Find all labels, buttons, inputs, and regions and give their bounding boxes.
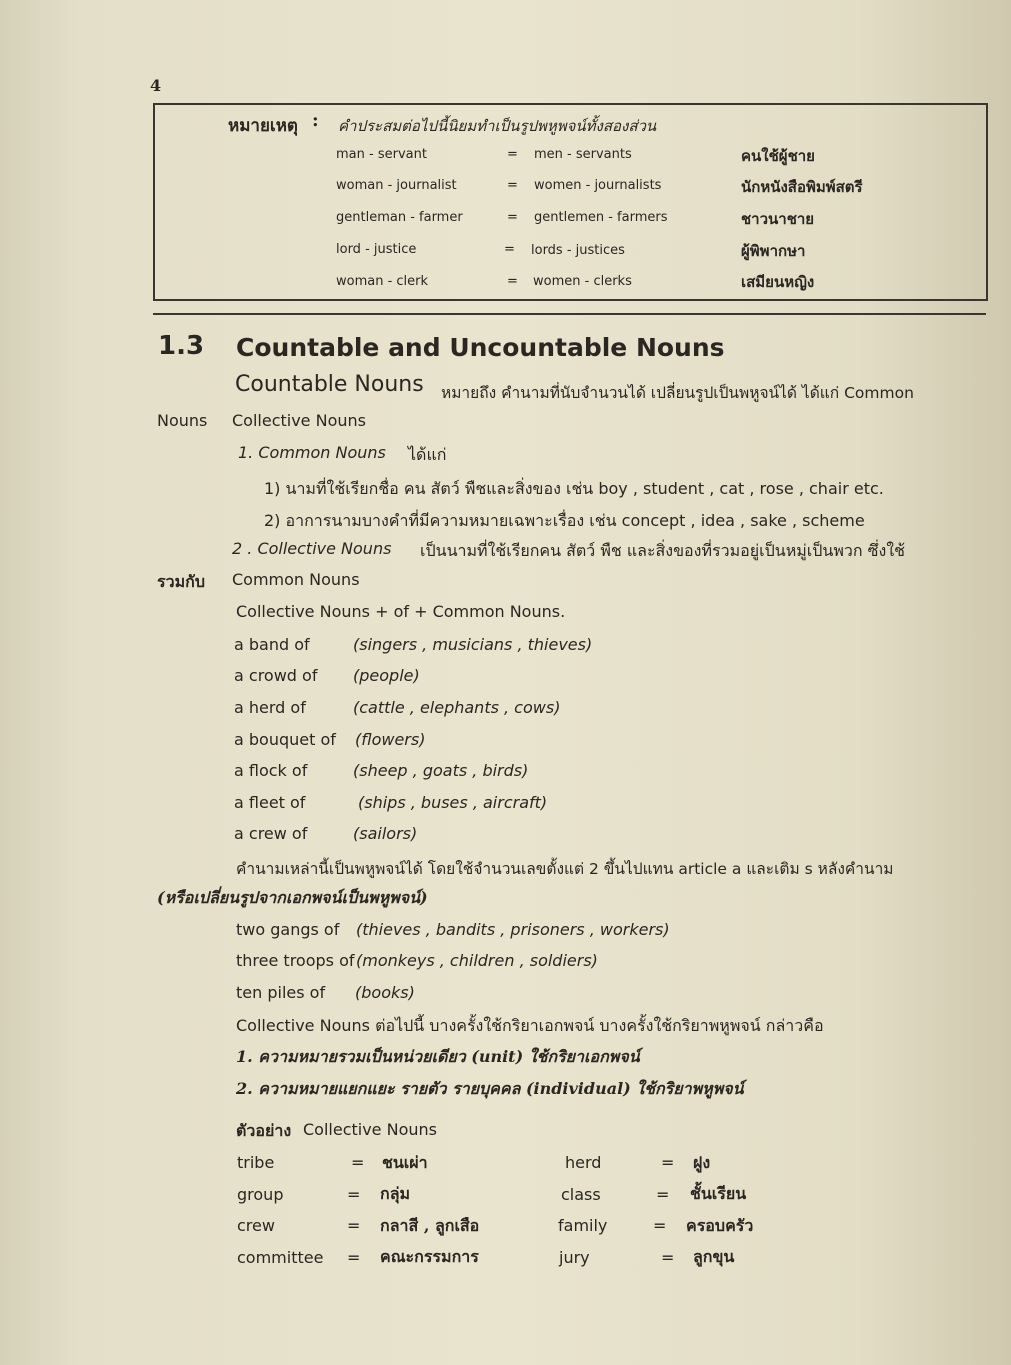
note-eq: = — [504, 242, 515, 257]
example-phrase: a crew of — [234, 824, 308, 843]
collective-line2-thai: รวมกับ — [157, 572, 205, 591]
collective-heading: 2 . Collective Nouns — [232, 539, 392, 558]
vocab-right-en: class — [561, 1185, 601, 1204]
common-item-2: 2) อาการนามบางคำที่มีความหมายเฉพาะเรื่อง เช่น concept , idea , sake , scheme — [264, 511, 865, 530]
vocab-eq: = — [347, 1216, 361, 1235]
plural-example-phrase: ten piles of — [236, 983, 326, 1002]
plural-note-line1: คำนามเหล่านี้เป็นพหูพจน์ได้ โดยใช้จำนวนเลขตั้งแต่ 2 ขึ้นไปแทน article a และเติม s หลังคำนาม — [236, 860, 894, 878]
note-thai: ชาวนาชาย — [741, 210, 815, 228]
section-title: Countable and Uncountable Nouns — [236, 333, 725, 362]
note-plural: women - clerks — [533, 274, 632, 289]
intro-line2-a: Nouns — [157, 411, 208, 430]
example-items: (ships , buses , aircraft) — [358, 793, 548, 812]
note-plural: gentlemen - farmers — [534, 210, 668, 225]
verb-rule-line: Collective Nouns ต่อไปนี้ บางครั้งใช้กริยาเอกพจน์ บางครั้งใช้กริยาพหูพจน์ กล่าวคือ — [236, 1016, 824, 1035]
plural-example-items: (thieves , bandits , prisoners , workers) — [356, 920, 670, 939]
vocab-right-th: ลูกขุน — [693, 1247, 735, 1266]
vocab-left-th: คณะกรรมการ — [380, 1247, 479, 1266]
vocab-heading-en: Collective Nouns — [303, 1120, 437, 1139]
example-phrase: a band of — [234, 635, 310, 654]
vocab-left-th: กลาสี , ลูกเสือ — [380, 1216, 480, 1235]
note-plural: women - journalists — [534, 178, 662, 193]
vocab-eq: = — [661, 1153, 675, 1172]
note-singular: man - servant — [336, 147, 427, 162]
common-heading: 1. Common Nouns — [238, 443, 386, 462]
vocab-eq: = — [347, 1185, 361, 1204]
example-items: (people) — [353, 666, 420, 685]
vocab-eq: = — [351, 1153, 365, 1172]
section-number: 1.3 — [158, 331, 205, 361]
common-heading-thai: ได้แก่ — [408, 445, 447, 464]
note-singular: woman - journalist — [336, 178, 457, 193]
vocab-right-en: family — [558, 1216, 608, 1235]
example-items: (sailors) — [353, 824, 418, 843]
example-items: (sheep , goats , birds) — [353, 761, 529, 780]
vocab-left-th: ชนเผ่า — [382, 1153, 428, 1172]
example-items: (flowers) — [355, 730, 426, 749]
vocab-right-en: jury — [559, 1248, 590, 1267]
note-eq: = — [507, 178, 518, 193]
vocab-eq: = — [661, 1248, 675, 1267]
verb-rule-2: 2. ความหมายแยกแยะ รายตัว รายบุคคล (individual) ใช้กริยาพหูพจน์ — [236, 1079, 744, 1098]
note-singular: lord - justice — [336, 242, 417, 257]
plural-note-line2: (หรือเปลี่ยนรูปจากเอกพจน์เป็นพหูพจน์) — [157, 888, 428, 907]
vocab-right-th: ชั้นเรียน — [690, 1184, 747, 1203]
vocab-eq: = — [656, 1185, 670, 1204]
vocab-left-th: กลุ่ม — [380, 1184, 411, 1203]
note-label: หมายเหตุ — [228, 116, 298, 136]
note-eq: = — [507, 274, 518, 289]
vocab-eq: = — [653, 1216, 667, 1235]
vocab-heading-thai: ตัวอย่าง — [236, 1121, 292, 1140]
intro-line1: หมายถึง คำนามที่นับจำนวนได้ เปลี่ยนรูปเป็นพหูจน์ได้ ได้แก่ Common — [441, 384, 914, 402]
plural-example-items: (books) — [355, 983, 415, 1002]
intro-line2-b: Collective Nouns — [232, 411, 366, 430]
example-items: (cattle , elephants , cows) — [353, 698, 561, 717]
section-divider — [153, 313, 986, 315]
note-singular: gentleman - farmer — [336, 210, 463, 225]
example-phrase: a fleet of — [234, 793, 306, 812]
vocab-left-en: tribe — [237, 1153, 275, 1172]
note-plural: men - servants — [534, 147, 632, 162]
note-description: คำประสมต่อไปนี้นิยมทำเป็นรูปพหูพจน์ทั้งสองส่วน — [338, 117, 657, 135]
plural-example-items: (monkeys , children , soldiers) — [356, 951, 598, 970]
note-thai: นักหนังสือพิมพ์สตรี — [741, 178, 863, 196]
example-phrase: a herd of — [234, 698, 306, 717]
note-eq: = — [507, 147, 518, 162]
verb-rule-1: 1. ความหมายรวมเป็นหน่วยเดียว (unit) ใช้กริยาเอกพจน์ — [236, 1047, 640, 1066]
collective-line2-en: Common Nouns — [232, 570, 360, 589]
collective-heading-thai: เป็นนามที่ใช้เรียกคน สัตว์ พืช และสิ่งของที่รวมอยู่เป็นหมู่เป็นพวก ซึ่งใช้ — [420, 541, 905, 560]
vocab-right-th: ครอบครัว — [686, 1216, 754, 1235]
note-singular: woman - clerk — [336, 274, 429, 289]
vocab-right-en: herd — [565, 1153, 602, 1172]
example-phrase: a flock of — [234, 761, 308, 780]
example-phrase: a bouquet of — [234, 730, 336, 749]
page-number: 4 — [150, 76, 162, 95]
vocab-left-en: group — [237, 1185, 284, 1204]
vocab-left-en: committee — [237, 1248, 324, 1267]
vocab-eq: = — [347, 1248, 361, 1267]
vocab-left-en: crew — [237, 1216, 275, 1235]
note-plural: lords - justices — [531, 243, 625, 258]
note-eq: = — [507, 210, 518, 225]
example-phrase: a crowd of — [234, 666, 318, 685]
plural-example-phrase: two gangs of — [236, 920, 340, 939]
collective-formula: Collective Nouns + of + Common Nouns. — [236, 602, 566, 621]
note-colon: : — [312, 110, 319, 131]
common-item-1: 1) นามที่ใช้เรียกชื่อ คน สัตว์ พืชและสิ่งของ เช่น boy , student , cat , rose , chair etc. — [264, 479, 884, 498]
example-items: (singers , musicians , thieves) — [353, 635, 593, 654]
vocab-right-th: ฝูง — [693, 1153, 711, 1172]
note-thai: เสมียนหญิง — [741, 273, 815, 291]
note-thai: คนใช้ผู้ชาย — [741, 147, 815, 165]
note-thai: ผู้พิพากษา — [741, 242, 806, 260]
intro-term: Countable Nouns — [235, 372, 424, 397]
plural-example-phrase: three troops of — [236, 951, 355, 970]
